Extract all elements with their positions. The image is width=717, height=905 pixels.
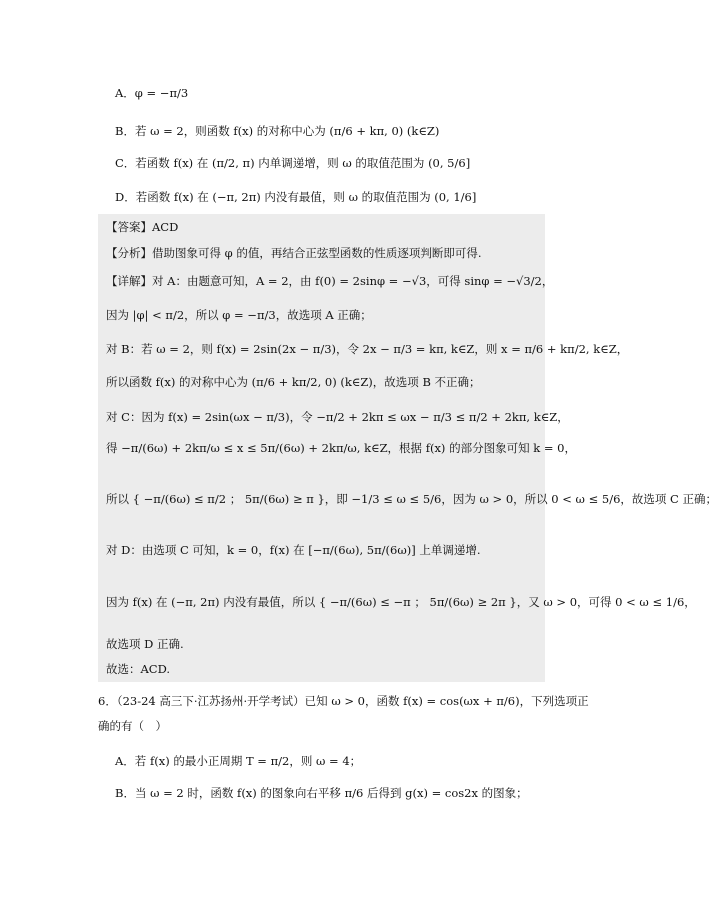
detail-line-9: 因为 f(x) 在 (−π, 2π) 内没有最值，所以 { −π/(6ω) ≤ −π ； 5π/(6ω) ≥ 2π }，又 ω > 0，可得 0 < ω ≤ 1/6， [106, 595, 696, 609]
detail-line-10: 故选项 D 正确. [106, 637, 184, 651]
question6-stem-cont: 确的有（ ） [98, 719, 167, 733]
option-b: B．若 ω = 2，则函数 f(x) 的对称中心为 (π/6 + kπ, 0) (k∈Z) [115, 124, 440, 138]
detail-line-1: 【详解】对 A：由题意可知，A = 2，由 f(0) = 2sinφ = −√3，可得 sinφ = −√3/2， [106, 274, 554, 288]
detail-line-3: 对 B：若 ω = 2，则 f(x) = 2sin(2x − π/3)，令 2x − π/3 = kπ, k∈Z，则 x = π/6 + kπ/2, k∈Z， [106, 342, 629, 356]
analysis-line: 【分析】借助图象可得 φ 的值，再结合正弦型函数的性质逐项判断即可得. [106, 246, 482, 260]
question6-stem: 6．（23-24 高三下·江苏扬州·开学考试）已知 ω > 0，函数 f(x) = cos(ωx + π/6)，下列选项正 [98, 694, 589, 708]
detail-line-2: 因为 |φ| < π/2，所以 φ = −π/3，故选项 A 正确； [106, 308, 372, 322]
detail-line-8: 对 D：由选项 C 可知，k = 0，f(x) 在 [−π/(6ω), 5π/(6ω)] 上单调递增. [106, 543, 481, 557]
detail-line-5: 对 C：因为 f(x) = 2sin(ωx − π/3)，令 −π/2 + 2kπ ≤ ωx − π/3 ≤ π/2 + 2kπ, k∈Z， [106, 410, 569, 424]
detail-line-4: 所以函数 f(x) 的对称中心为 (π/6 + kπ/2, 0) (k∈Z)，故选项 B 不正确； [106, 375, 481, 389]
answer-line: 【答案】ACD [106, 220, 179, 234]
detail-line-7: 所以 { −π/(6ω) ≤ π/2 ； 5π/(6ω) ≥ π }，即 −1/3 ≤ ω ≤ 5/6，因为 ω > 0，所以 0 < ω ≤ 5/6，故选项 C 正确； [106, 492, 717, 506]
question6-option-a: A．若 f(x) 的最小正周期 T = π/2，则 ω = 4； [115, 754, 362, 768]
question6-option-b: B．当 ω = 2 时，函数 f(x) 的图象向右平移 π/6 后得到 g(x) = cos2x 的图象； [115, 786, 528, 800]
option-d: D．若函数 f(x) 在 (−π, 2π) 内没有最值，则 ω 的取值范围为 (0, 1/6] [115, 190, 477, 204]
option-c: C．若函数 f(x) 在 (π/2, π) 内单调递增，则 ω 的取值范围为 (0, 5/6] [115, 156, 471, 170]
option-a: A．φ = −π/3 [115, 86, 189, 100]
detail-line-6: 得 −π/(6ω) + 2kπ/ω ≤ x ≤ 5π/(6ω) + 2kπ/ω, k∈Z，根据 f(x) 的部分图象可知 k = 0， [106, 441, 576, 455]
final-answer-line: 故选：ACD. [106, 662, 171, 676]
